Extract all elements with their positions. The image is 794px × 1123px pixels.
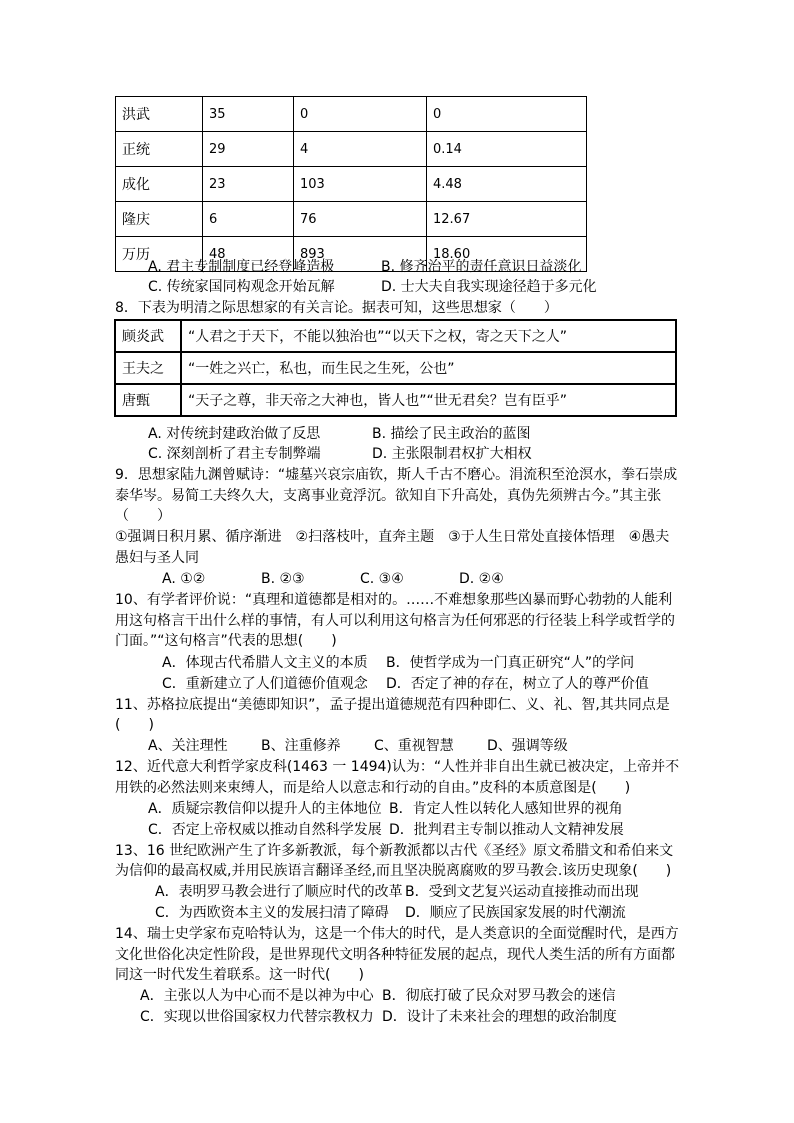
q13-option-c: C．为西欧资本主义的发展扫清了障碍 — [155, 905, 389, 921]
q13-stem-line: 为信仰的最高权威,并用民族语言翻译圣经,而且坚决脱离腐败的罗马教会.该历史现象( ) — [115, 863, 672, 879]
thinker-quote-table — [114, 319, 677, 417]
q10-stem-line: 10、有学者评价说：“真理和道德都是相对的。……不难想象那些凶暴而野心勃勃的人能利 — [115, 592, 673, 608]
q10-option-c: C．重新建立了人们道德价值观念 — [162, 676, 368, 692]
table-cell: 4 — [294, 132, 427, 167]
table-row — [115, 320, 676, 352]
q9-option-a: A. ①② — [162, 571, 206, 587]
table-cell: 隆庆 — [116, 202, 203, 237]
table-cell: 洪武 — [116, 97, 203, 132]
q12-option-c: C．否定上帝权威以推动自然科学发展 — [148, 822, 382, 838]
thinker-name: 顾炎武 — [115, 320, 181, 352]
thinker-quote: “一姓之兴亡，私也，而生民之生死，公也” — [181, 352, 676, 384]
q7-option-c: C. 传统家国同构观念开始瓦解 — [148, 279, 335, 295]
table-cell: 0 — [294, 97, 427, 132]
table-cell: 35 — [203, 97, 294, 132]
q7-option-a: A. 君主专制制度已经登峰造极 — [148, 259, 335, 275]
table-cell: 23 — [203, 167, 294, 202]
q11-option-c: C、重视智慧 — [374, 738, 454, 754]
q12-stem-line: 12、近代意大利哲学家皮科(1463 一 1494)认为：“人性并非自出生就已被决定，上帝并不 — [115, 759, 680, 775]
table-cell: 12.67 — [427, 202, 587, 237]
q8-option-b: B. 描绘了民主政治的蓝图 — [372, 426, 531, 442]
table-row — [116, 167, 587, 202]
q8-stem: 8．下表为明清之际思想家的有关言论。据表可知，这些思想家（ ） — [115, 300, 558, 316]
q14-stem-line: 文化世俗化决定性阶段，是世界现代文明各种特征发展的起点，现代人类生活的所有方面都 — [115, 947, 675, 963]
q13-option-b: B．受到文艺复兴运动直接推动而出现 — [405, 884, 639, 900]
q9-option-c: C. ③④ — [360, 571, 404, 587]
table-cell: 正统 — [116, 132, 203, 167]
q14-stem-line: 同这一时代发生着联系。这一时代( ) — [115, 967, 364, 983]
q9-option-d: D. ②④ — [459, 571, 504, 587]
q10-stem-line: 用这句格言干出什么样的事情，有人可以利用这句格言为任何邪恶的行径装上科学或哲学的 — [115, 613, 675, 629]
q13-option-d: D．顺应了民族国家发展的时代潮流 — [405, 905, 626, 921]
q12-stem-line: 用铁的必然法则来束缚人，而是给人以意志和行动的自由。”皮科的本质意图是( ) — [115, 780, 631, 796]
table-cell: 6 — [203, 202, 294, 237]
q9-option-b: B. ②③ — [261, 571, 305, 587]
table-cell: 4.48 — [427, 167, 587, 202]
q9-stem-line: 9．思想家陆九渊曾赋诗：“墟墓兴哀宗庙钦，斯人千古不磨心。涓流积至沧溟水，拳石崇成 — [115, 467, 678, 483]
q12-option-d: D．批判君主专制以推动人文精神发展 — [389, 822, 624, 838]
reign-data-table — [115, 96, 587, 272]
table-cell: 76 — [294, 202, 427, 237]
q10-option-a: A．体现古代希腊人文主义的本质 — [162, 655, 368, 671]
q14-stem-line: 14、瑞士史学家布克哈特认为，这是一个伟大的时代，是人类意识的全面觉醒时代，是西方 — [115, 926, 679, 942]
table-cell: 成化 — [116, 167, 203, 202]
q9-items-line: 愚妇与圣人同 — [115, 550, 199, 566]
q8-option-d: D. 主张限制君权扩大相权 — [372, 446, 532, 462]
q9-items-line: ①强调日积月累、循序渐进 ②扫落枝叶，直奔主题 ③于人生日常处直接体悟理 ④愚夫 — [115, 529, 670, 545]
table-cell: 0.14 — [427, 132, 587, 167]
q12-option-a: A．质疑宗教信仰以提升人的主体地位 — [148, 801, 382, 817]
table-row — [115, 384, 676, 416]
q10-option-b: B．使哲学成为一门真正研究“人”的学问 — [386, 655, 635, 671]
q14-option-d: D．设计了未来社会的理想的政治制度 — [382, 1009, 617, 1025]
q10-stem-line: 门面。”“这句格言”代表的思想( ) — [115, 633, 337, 649]
q9-stem-line: （ ） — [115, 508, 171, 524]
table-cell: 103 — [294, 167, 427, 202]
q14-option-b: B．彻底打破了民众对罗马教会的迷信 — [382, 988, 616, 1004]
table-cell: 18.60 — [427, 237, 587, 272]
table-row — [115, 352, 676, 384]
table-cell: 48 — [203, 237, 294, 272]
q11-stem-line: ( ) — [115, 717, 154, 733]
q11-option-d: D、强调等级 — [487, 738, 568, 754]
q14-option-c: C．实现以世俗国家权力代替宗教权力 — [140, 1009, 374, 1025]
q8-option-c: C. 深刻剖析了君主专制弊端 — [148, 446, 321, 462]
table-row — [116, 97, 587, 132]
q13-option-a: A．表明罗马教会进行了顺应时代的改革 — [155, 884, 403, 900]
q7-option-b: B. 修齐治平的责任意识日益淡化 — [381, 259, 582, 275]
table-cell: 0 — [427, 97, 587, 132]
q7-option-d: D. 士大夫自我实现途径趋于多元化 — [381, 279, 597, 295]
q14-option-a: A．主张以人为中心而不是以神为中心 — [140, 988, 374, 1004]
thinker-name: 王夫之 — [115, 352, 181, 384]
q13-stem-line: 13、16 世纪欧洲产生了许多新教派，每个新教派都以古代《圣经》原文希腊文和希伯来文 — [115, 843, 674, 859]
thinker-quote: “天子之尊，非天帝之大神也，皆人也”“世无君矣？岂有臣乎” — [181, 384, 676, 416]
q11-stem-line: 11、苏格拉底提出“美德即知识”，孟子提出道德规范有四种即仁、义、礼、智,其共同点是 — [115, 697, 670, 713]
table-cell: 893 — [294, 237, 427, 272]
table-row — [116, 202, 587, 237]
q10-option-d: D．否定了神的存在，树立了人的尊严价值 — [386, 676, 649, 692]
q12-option-b: B．肯定人性以转化人感知世界的视角 — [389, 801, 623, 817]
q11-option-a: A、关注理性 — [148, 738, 228, 754]
thinker-name: 唐甄 — [115, 384, 181, 416]
q11-option-b: B、注重修养 — [261, 738, 341, 754]
table-cell: 29 — [203, 132, 294, 167]
q8-option-a: A. 对传统封建政治做了反思 — [148, 426, 321, 442]
q9-stem-line: 泰华岑。易简工夫终久大，支离事业竟浮沉。欲知自下升高处，真伪先须辨古今。”其主张 — [115, 488, 662, 504]
table-row — [116, 132, 587, 167]
table-cell: 万历 — [116, 237, 203, 272]
thinker-quote: “人君之于天下，不能以独治也”“以天下之权，寄之天下之人” — [181, 320, 676, 352]
